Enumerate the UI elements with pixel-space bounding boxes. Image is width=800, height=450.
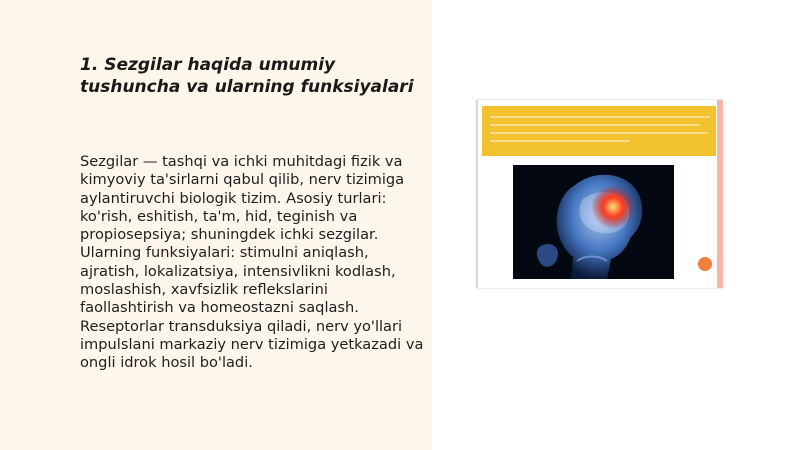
slide-body-text: Sezgilar — tashqi va ichki muhitdagi fizik va kimyoviy ta'sirlarni qabul qilib, nerv tizimiga aylantiruvchi biologik tizim. Asosiy turlari: ko'rish, eshitish, ta'm, hid, teginish va propiosepsiya; shuningdek ichki sezgilar. Ularning funksiyalari: stimulni aniqlash, ajratish, lokalizatsiya, intensivlikni kodlash, moslashish, xavfsizlik reflekslarini faollashtirish va homeostazni saqlash. Reseptorlar transduksiya qiladi, nerv yo'llari impulslani markaziy nerv tizimiga yetkazadi va ongli idrok hosil bo'ladi. [80,153,424,372]
thumbnail-banner [482,106,716,156]
slide-title: 1. Sezgilar haqida umumiy tushuncha va ularning funksiyalari [80,55,414,97]
accent-dot [698,257,712,271]
brain-xray-image [513,165,674,279]
human-head-brain-xray-icon [513,165,674,279]
thumbnail-accent-bar [717,100,723,288]
thumbnail-left-border [476,100,478,288]
